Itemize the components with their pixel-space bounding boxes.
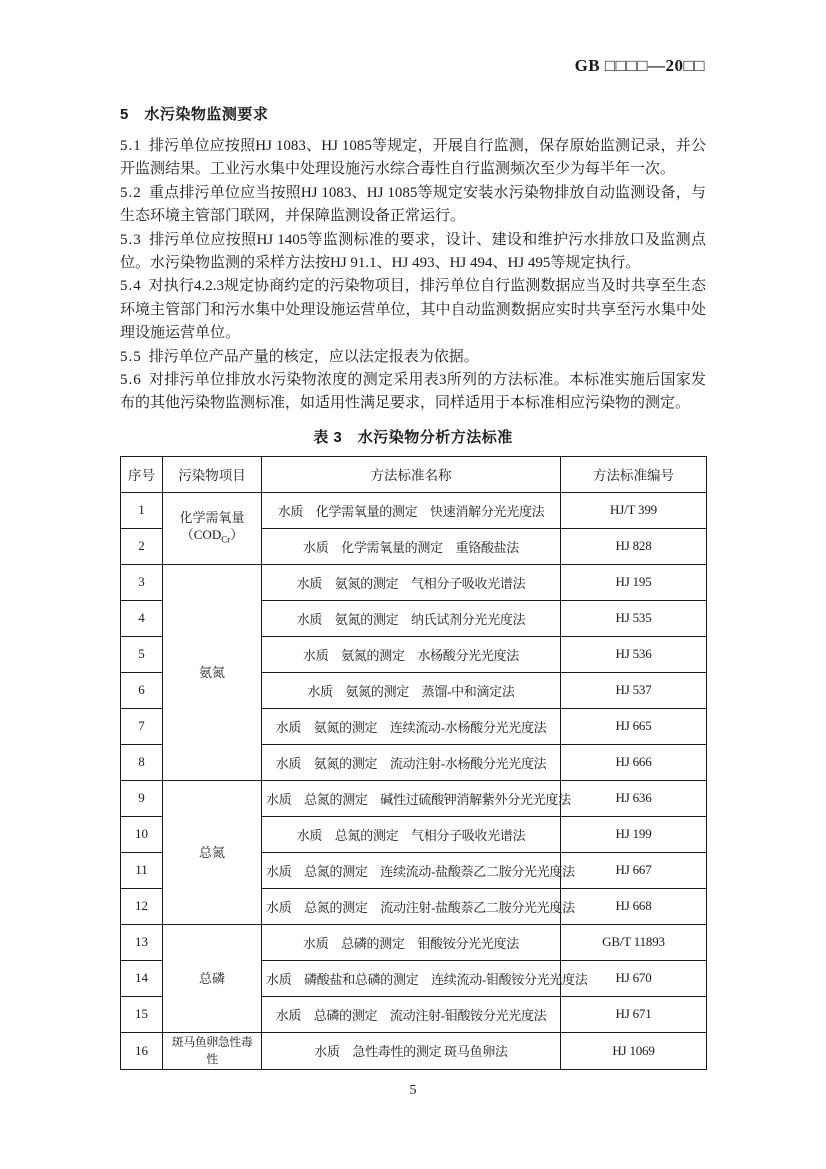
standard-code-cell: HJ 666 bbox=[561, 744, 707, 780]
col-header-standard-code: 方法标准编号 bbox=[561, 456, 707, 492]
methods-table-head bbox=[121, 456, 707, 492]
method-name-cell: 水质 氨氮的测定 流动注射-水杨酸分光光度法 bbox=[262, 744, 561, 780]
row-number-cell: 12 bbox=[121, 888, 163, 924]
row-number-cell: 11 bbox=[121, 852, 163, 888]
paragraph-number: 5.5 bbox=[120, 348, 142, 365]
standard-code-cell: HJ 535 bbox=[561, 600, 707, 636]
method-name-cell: 水质 磷酸盐和总磷的测定 连续流动-钼酸铵分光光度法 bbox=[262, 960, 561, 996]
method-name-cell: 水质 氨氮的测定 蒸馏-中和滴定法 bbox=[262, 672, 561, 708]
paragraph-text: 重点排污单位应当按照HJ 1083、HJ 1085等规定安装水污染物排放自动监测设备，与生态环境主管部门联网，并保障监测设备正常运行。 bbox=[120, 184, 706, 225]
standard-code-cell: HJ 199 bbox=[561, 816, 707, 852]
methods-table-body bbox=[121, 492, 707, 1069]
pollutant-cell: 总氮 bbox=[163, 780, 262, 924]
standard-code-cell: HJ/T 399 bbox=[561, 492, 707, 528]
standard-code-cell: HJ 667 bbox=[561, 852, 707, 888]
row-number-cell: 5 bbox=[121, 636, 163, 672]
paragraph-5.6 bbox=[120, 369, 706, 416]
method-name-cell: 水质 化学需氧量的测定 重铬酸盐法 bbox=[262, 528, 561, 564]
row-number-cell: 15 bbox=[121, 996, 163, 1032]
row-number-cell: 4 bbox=[121, 600, 163, 636]
standard-code-cell: GB/T 11893 bbox=[561, 924, 707, 960]
standard-doc-number: GB □□□□—20□□ bbox=[574, 56, 705, 75]
paragraph-5.1 bbox=[120, 135, 706, 182]
row-number-cell: 1 bbox=[121, 492, 163, 528]
method-name-cell: 水质 总氮的测定 气相分子吸收光谱法 bbox=[262, 816, 561, 852]
standard-code-cell: HJ 671 bbox=[561, 996, 707, 1032]
method-name-cell: 水质 总磷的测定 钼酸铵分光光度法 bbox=[262, 924, 561, 960]
methods-table bbox=[120, 456, 707, 1070]
table-caption: 表 3 水污染物分析方法标准 bbox=[313, 428, 513, 446]
method-name-cell: 水质 氨氮的测定 水杨酸分光光度法 bbox=[262, 636, 561, 672]
method-name-cell: 水质 急性毒性的测定 斑马鱼卵法 bbox=[262, 1032, 561, 1069]
paragraph-number: 5.6 bbox=[120, 372, 142, 389]
method-name-cell: 水质 总氮的测定 碱性过硫酸钾消解紫外分光光度法 bbox=[262, 780, 561, 816]
row-number-cell: 8 bbox=[121, 744, 163, 780]
section-heading: 5 水污染物监测要求 bbox=[120, 106, 269, 123]
pollutant-cell: 总磷 bbox=[163, 924, 262, 1032]
row-number-cell: 16 bbox=[121, 1032, 163, 1069]
method-name-cell: 水质 化学需氧量的测定 快速消解分光光度法 bbox=[262, 492, 561, 528]
method-name-cell: 水质 氨氮的测定 连续流动-水杨酸分光光度法 bbox=[262, 708, 561, 744]
table-row bbox=[121, 564, 707, 600]
page-number: 5 bbox=[409, 1083, 417, 1098]
col-header-method-name: 方法标准名称 bbox=[262, 456, 561, 492]
pollutant-cell: 斑马鱼卵急性毒性 bbox=[163, 1032, 262, 1069]
col-header-serial: 序号 bbox=[121, 456, 163, 492]
row-number-cell: 3 bbox=[121, 564, 163, 600]
row-number-cell: 13 bbox=[121, 924, 163, 960]
paragraph-5.2 bbox=[120, 182, 706, 229]
method-name-cell: 水质 氨氮的测定 气相分子吸收光谱法 bbox=[262, 564, 561, 600]
standard-code-cell: HJ 537 bbox=[561, 672, 707, 708]
paragraph-number: 5.4 bbox=[120, 278, 142, 295]
method-name-cell: 水质 总氮的测定 连续流动-盐酸萘乙二胺分光光度法 bbox=[262, 852, 561, 888]
row-number-cell: 7 bbox=[121, 708, 163, 744]
table-row bbox=[121, 924, 707, 960]
paragraph-number: 5.3 bbox=[120, 231, 142, 248]
pollutant-cell: 化学需氧量 $(COD_{Cr})$ bbox=[163, 492, 262, 564]
paragraph-text: 对排污单位排放水污染物浓度的测定采用表3所列的方法标准。本标准实施后国家发布的其他污染物监测标准，如适用性满足要求，同样适用于本标准相应污染物的测定。 bbox=[120, 372, 706, 412]
paragraph-text: 排污单位应按照HJ 1083、HJ 1085等规定，开展自行监测，保存原始监测记录，并公开监测结果。工业污水集中处理设施污水综合毒性自行监测频次至少为每半年一次。 bbox=[120, 138, 706, 178]
row-number-cell: 10 bbox=[121, 816, 163, 852]
standard-code-cell: HJ 668 bbox=[561, 888, 707, 924]
paragraph-number: 5.1 bbox=[120, 138, 142, 154]
standard-code-cell: HJ 195 bbox=[561, 564, 707, 600]
standard-code-cell: HJ 636 bbox=[561, 780, 707, 816]
paragraph-5.5 bbox=[120, 346, 706, 369]
paragraph-5.3 bbox=[120, 229, 706, 276]
standard-code-cell: HJ 665 bbox=[561, 708, 707, 744]
table-row bbox=[121, 1032, 707, 1069]
section-paragraphs bbox=[120, 135, 706, 416]
standard-code-cell: HJ 670 bbox=[561, 960, 707, 996]
pollutant-cell: 氨氮 bbox=[163, 564, 262, 780]
paragraph-number: 5.2 bbox=[120, 184, 142, 201]
col-header-pollutant: 污染物项目 bbox=[163, 456, 262, 492]
standard-code-cell: HJ 1069 bbox=[561, 1032, 707, 1069]
page-content bbox=[120, 103, 706, 1070]
table-row bbox=[121, 492, 707, 528]
paragraph-text: 对执行4.2.3规定协商约定的污染物项目，排污单位自行监测数据应当及时共享至生态环境主管部门和污水集中处理设施运营单位，其中自动监测数据应实时共享至污水集中处理设施运营单位。 bbox=[120, 278, 706, 342]
paragraph-text: 排污单位应按照HJ 1405等监测标准的要求，设计、建设和维护污水排放口及监测点位。水污染物监测的采样方法按HJ 91.1、HJ 493、HJ 494、HJ 495等规定执行。 bbox=[120, 231, 706, 272]
method-name-cell: 水质 氨氮的测定 纳氏试剂分光光度法 bbox=[262, 600, 561, 636]
table-row bbox=[121, 780, 707, 816]
row-number-cell: 6 bbox=[121, 672, 163, 708]
standard-code-cell: HJ 828 bbox=[561, 528, 707, 564]
row-number-cell: 9 bbox=[121, 780, 163, 816]
row-number-cell: 2 bbox=[121, 528, 163, 564]
row-number-cell: 14 bbox=[121, 960, 163, 996]
method-name-cell: 水质 总磷的测定 流动注射-钼酸铵分光光度法 bbox=[262, 996, 561, 1032]
method-name-cell: 水质 总氮的测定 流动注射-盐酸萘乙二胺分光光度法 bbox=[262, 888, 561, 924]
standard-code-cell: HJ 536 bbox=[561, 636, 707, 672]
table-header-row bbox=[121, 456, 707, 492]
paragraph-text: 排污单位产品产量的核定，应以法定报表为依据。 bbox=[148, 348, 479, 365]
paragraph-5.4 bbox=[120, 275, 706, 345]
